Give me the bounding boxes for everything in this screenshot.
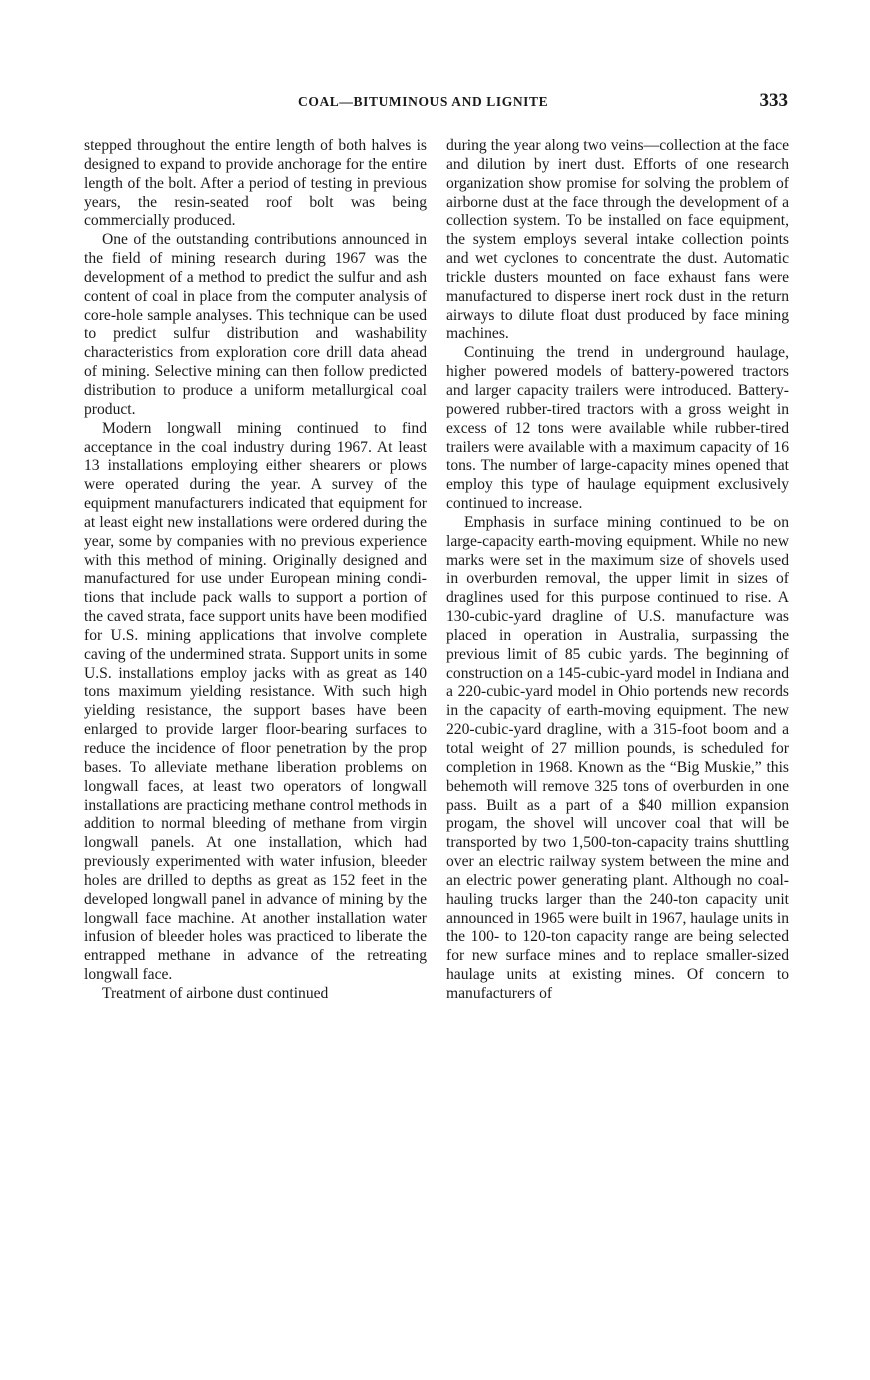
paragraph-sulfur-prediction: One of the outstanding contributions announced in the field of mining research during 1967 was the development of a method to predict the sulfur and ash content of coal in place from the computer analysis of core-hole sample analyses. This technique can be used to predict sulfur distribution and washability characteristics from exploration core drill data ahead of mining. Selective mining can then follow predicted distribution to produce a uniform metallurgical coal product.: [84, 231, 427, 418]
running-head: COAL—BITUMINOUS AND LIGNITE: [298, 94, 549, 109]
paragraph-surface-mining: Emphasis in surface mining continued to be on large-capacity earth-moving equipment. While no new marks were set in the maximum size of shovels used in overburden removal, the upper limit in sizes of draglines used for this purpose continued to rise. A 130-cubic-yard dragline of U.S. manufacture was placed in operation in Australia, surpassing the previous limit of 85 cubic yards. The beginning of construction on a 145-cubic-yard model in Indiana and a 220-cubic-yard model in Ohio portends new records in the capacity of earth-moving equipment. The new 220-cubic-yard dragline, with a 315-foot boom and a total weight of 27 million pounds, is scheduled for completion in 1968. Known as the “Big Muskie,” this behemoth will remove 325 tons of overburden in one pass. Built as a part of a $40 million expansion progam, the shovel will uncover coal that will be transported by two 1,500-ton-capacity trains shuttling over an electric railway system between the mine and an electric power generating plant. Although no coal-hauling trucks larger than the 240-ton capacity unit announced in 1965 were built in 1967, haulage units in the 100- to 120-ton capacity range are being selected for new surface mines and to replace smaller-sized haulage units at existing mines. Of concern to manufacturers of: [446, 513, 789, 1002]
paragraph-underground-haulage: Continuing the trend in underground haulage, higher powered models of battery-powered tractors and larger capacity trailers were introduced. Battery-powered rubber-tired tractors with a gross weight in excess of 12 tons were available while rubber-tired trailers were available with a maximum capacity of 16 tons. The number of large-capacity mines opened that employ this type of haulage equipment exclusively continued to increase.: [446, 344, 789, 513]
paragraph-dust-collection: during the year along two veins—collection at the face and dilution by inert dust. Efforts of one research organization show promise for solving the problem of airborne dust at the face through the development of a collection system. To be installed on face equipment, the system employs several intake collection points and wet cyclones to concentrate the dust. Automatic trickle dusters mounted on face exhaust fans were manufactured to disperse inert rock dust in the return airways to dilute float dust produced by face mining machines.: [446, 137, 789, 343]
paragraph-roof-bolt: stepped throughout the entire length of both halves is designed to expand to provide anchorage for the entire length of the bolt. After a period of testing in previous years, the resin-seated roof bolt was being commercially produced.: [84, 137, 427, 230]
page-number: 333: [759, 90, 788, 111]
page-header: [84, 90, 788, 116]
paragraph-longwall-mining: Modern longwall mining continued to find acceptance in the coal industry during 1967. At least 13 installations employing either shearers or plows were operated during the year. A survey of the equipment manufacturers indicated that equipment for at least eight new installations were ordered during the year, some by companies with no previous experience with this method of mining. Originally designed and manufactured for use under European mining conditions that include pack walls to support a portion of the caved strata, face support units have been modified for U.S. mining applications that involve complete caving of the undermined strata. Support units in some U.S. installations employ jacks with as great as 140 tons maximum yielding resistance. With such high yielding resistance, the support bases have been enlarged to provide larger floor-bearing surfaces to reduce the incidence of floor penetration by the prop bases. To alleviate methane liberation problems on longwall faces, at least two operators of longwall installations are practicing methane control methods in addition to normal bleeding of methane from virgin longwall panels. At one installation, which had previously experimented with water infusion, bleeder holes are drilled to depths as great as 152 feet in the developed longwall panel in advance of mining by the longwall face machine. At another installation water infusion of bleeder holes was practiced to liberate the entrapped methane in advance of the retreating longwall face.: [84, 419, 427, 984]
paragraph-airbone-dust-start: Treatment of airbone dust continued: [102, 984, 329, 1002]
left-column: [84, 137, 427, 1004]
right-column: [446, 137, 789, 1004]
